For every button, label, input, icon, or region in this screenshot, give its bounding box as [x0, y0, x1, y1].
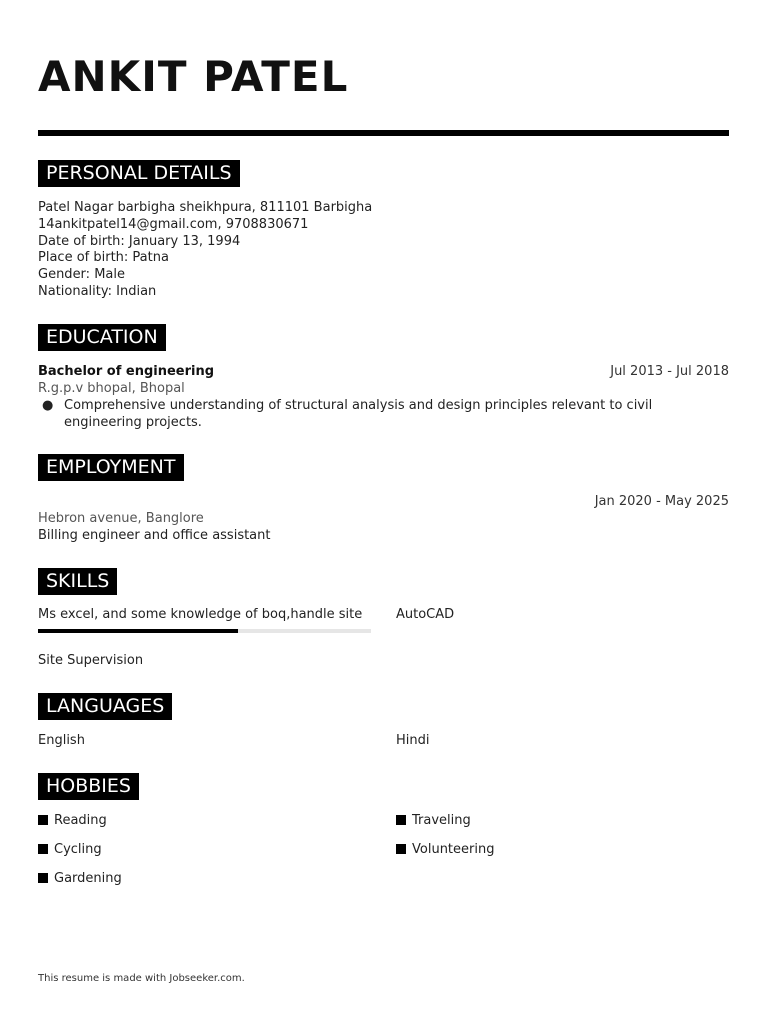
- gender-text: Gender: Male: [38, 267, 125, 282]
- square-bullet-icon: [396, 815, 406, 825]
- hobby-item: [396, 841, 494, 858]
- section-title-skills: SKILLS: [38, 568, 117, 595]
- dob-text: Date of birth: January 13, 1994: [38, 234, 241, 249]
- education-dates: Jul 2013 - Jul 2018: [610, 364, 729, 379]
- language-item: Hindi: [396, 733, 430, 748]
- footer-note: This resume is made with Jobseeker.com.: [38, 973, 245, 984]
- address-text: Patel Nagar barbigha sheikhpura, 811101 Barbigha: [38, 200, 373, 215]
- skill-level-fill: [38, 629, 238, 633]
- skill-level-bar: [38, 629, 371, 633]
- resume-page: [38, 0, 729, 1024]
- language-item: English: [38, 733, 85, 748]
- square-bullet-icon: [38, 844, 48, 854]
- section-title-hobbies: HOBBIES: [38, 773, 139, 800]
- square-bullet-icon: [38, 815, 48, 825]
- square-bullet-icon: [396, 844, 406, 854]
- section-title-personal-details: PERSONAL DETAILS: [38, 160, 240, 187]
- hobby-label: Reading: [54, 813, 107, 828]
- nationality-text: Nationality: Indian: [38, 284, 157, 299]
- section-title-education: EDUCATION: [38, 324, 166, 351]
- skill-label: AutoCAD: [396, 607, 455, 622]
- hobby-label: Volunteering: [412, 842, 495, 857]
- hobby-item: [38, 870, 122, 887]
- education-degree: Bachelor of engineering: [38, 364, 215, 379]
- employment-location: Hebron avenue, Banglore: [38, 511, 204, 526]
- education-bullet-text: Comprehensive understanding of structural analysis and design principles relevant to civil engineering projects.: [64, 398, 653, 430]
- hobby-label: Gardening: [54, 871, 122, 886]
- candidate-name: ANKIT PATEL: [38, 52, 349, 101]
- employment-dates: Jan 2020 - May 2025: [594, 494, 729, 509]
- hobby-item: [38, 812, 107, 829]
- hobby-item: [396, 812, 471, 829]
- education-bullet: [38, 397, 729, 431]
- skill-label: Site Supervision: [38, 653, 144, 668]
- section-title-employment: EMPLOYMENT: [38, 454, 184, 481]
- contact-text: 14ankitpatel14@gmail.com, 9708830671: [38, 217, 309, 232]
- bullet-dot-icon: ●: [42, 398, 54, 413]
- skill-label: Ms excel, and some knowledge of boq,handle site: [38, 607, 363, 622]
- employment-role: Billing engineer and office assistant: [38, 528, 271, 543]
- pob-text: Place of birth: Patna: [38, 250, 169, 265]
- header-divider: [38, 130, 729, 136]
- education-school: R.g.p.v bhopal, Bhopal: [38, 381, 185, 396]
- section-title-languages: LANGUAGES: [38, 693, 172, 720]
- square-bullet-icon: [38, 873, 48, 883]
- hobby-label: Cycling: [54, 842, 102, 857]
- hobby-item: [38, 841, 102, 858]
- hobby-label: Traveling: [412, 813, 471, 828]
